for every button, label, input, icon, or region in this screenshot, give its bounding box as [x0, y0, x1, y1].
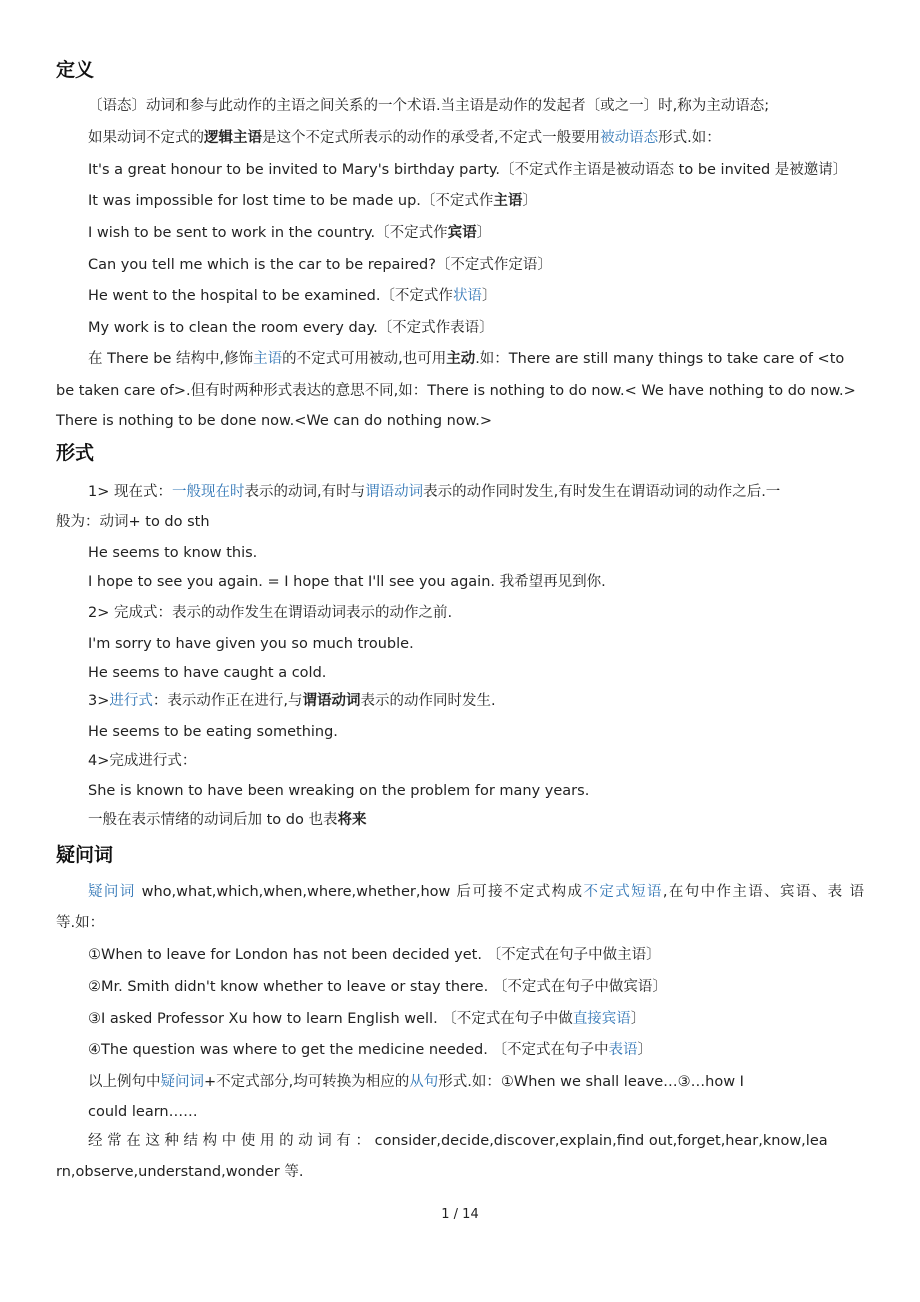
text-run: ,在句中作主语、宾语、表 语 [662, 884, 865, 900]
link-progressive[interactable]: 进行式 [109, 693, 153, 709]
form-example-2: I hope to see you again. = I hope that I'll see you again. 我希望再见到你. [88, 574, 606, 590]
text-run: 表示的动词,有时与 [244, 484, 366, 500]
link-predicate-verb[interactable]: 谓语动词 [365, 484, 424, 500]
text-run: 以上例句中 [88, 1074, 161, 1090]
text-run: 是这个不定式所表示的动作的承受者,不定式一般要用 [262, 130, 601, 146]
link-simple-present[interactable]: 一般现在时 [171, 484, 245, 500]
def-paragraph-2 [88, 128, 721, 148]
form-example-5: He seems to be eating something. [88, 724, 338, 740]
wh-paragraph-1 [88, 882, 864, 902]
link-interrogative[interactable]: 疑问词 [88, 884, 136, 900]
wh-example-4 [88, 1040, 652, 1060]
form-item-1 [88, 482, 780, 502]
text-run: It was impossible for lost time to be made up.〔不定式作 [88, 193, 494, 209]
form-example-1: He seems to know this. [88, 545, 258, 561]
text-run: who,what,which,when,where,whether,how 后可接不定式构成 [135, 884, 584, 900]
text-run: 〕 [522, 193, 537, 209]
text-run: 表示的动作同时发生. [360, 693, 496, 709]
bold-term: 主动 [446, 351, 476, 367]
form-item-3 [88, 691, 496, 711]
bold-term: 谓语动词 [302, 693, 361, 709]
text-run: 的不定式可用被动,也可用 [282, 351, 447, 367]
heading-form: 形式 [56, 442, 95, 464]
wh-example-1: ①When to leave for London has not been decided yet. 〔不定式在句子中做主语〕 [88, 947, 661, 963]
link-direct-object[interactable]: 直接宾语 [572, 1011, 631, 1027]
text-run: 〕 [481, 288, 497, 304]
link-infinitive-phrase[interactable]: 不定式短语 [583, 884, 663, 900]
link-interrogative[interactable]: 疑问词 [160, 1074, 204, 1090]
text-run: 1> 现在式： [88, 484, 172, 500]
form-note [88, 810, 366, 830]
link-passive-voice[interactable]: 被动语态 [600, 130, 659, 146]
text-run: .如：There are still many things to take care of <to [475, 351, 845, 367]
text-run: 〕 [637, 1042, 652, 1058]
def-paragraph-3-line-2: be taken care of>.但有时两种形式表达的意思不同,如：There is nothing to do now.< We have nothing to do now.> [56, 383, 856, 399]
bold-term: 将来 [337, 812, 367, 828]
text-run: 3> [88, 693, 110, 709]
form-example-3: I'm sorry to have given you so much trouble. [88, 636, 414, 652]
form-item-1-line-2: 般为：动词+ to do sth [56, 514, 210, 530]
heading-definition: 定义 [56, 59, 95, 81]
bold-term: 主语 [493, 193, 523, 209]
def-paragraph-3 [88, 349, 844, 369]
text-run: 〕 [630, 1011, 646, 1027]
text-run: 〕 [476, 225, 492, 241]
text-run: 如果动词不定式的 [88, 130, 204, 146]
link-predicative[interactable]: 表语 [608, 1042, 638, 1058]
text-run: 在 There be 结构中,修饰 [88, 351, 254, 367]
def-paragraph-3-line-3: There is nothing to be done now.<We can do nothing now.> [56, 413, 493, 429]
text-run: I wish to be sent to work in the country.〔不定式作 [88, 225, 448, 241]
link-clause[interactable]: 从句 [409, 1074, 439, 1090]
wh-paragraph-3-line-2: rn,observe,understand,wonder 等. [56, 1164, 304, 1180]
page-number: 1 / 14 [441, 1207, 479, 1222]
wh-example-3 [88, 1009, 645, 1029]
text-run: 一般在表示情绪的动词后加 to do 也表 [88, 812, 338, 828]
form-item-4: 4>完成进行式： [88, 753, 197, 769]
bold-term: 宾语 [447, 225, 477, 241]
bold-term: 逻辑主语 [204, 130, 262, 146]
wh-example-2: ②Mr. Smith didn't know whether to leave or stay there. 〔不定式在句子中做宾语〕 [88, 979, 667, 995]
def-example-2 [88, 191, 537, 211]
wh-paragraph-1-line-2: 等.如： [56, 915, 105, 931]
heading-interrogative: 疑问词 [56, 844, 114, 866]
link-adverbial[interactable]: 状语 [452, 288, 482, 304]
def-example-3 [88, 223, 491, 243]
text-run: 表示的动作同时发生,有时发生在谓语动词的动作之后.一 [423, 484, 781, 500]
def-example-5 [88, 286, 496, 306]
text-run: 形式.如： [658, 130, 721, 146]
def-example-1: It's a great honour to be invited to Mary's birthday party.〔不定式作主语是被动语态 to be invited 是被邀请〕 [88, 162, 848, 178]
text-run: He went to the hospital to be examined.〔不定式作 [88, 288, 453, 304]
def-example-4: Can you tell me which is the car to be repaired?〔不定式作定语〕 [88, 257, 552, 273]
form-example-6: She is known to have been wreaking on the problem for many years. [88, 783, 590, 799]
text-run: ：表示动作正在进行,与 [152, 693, 303, 709]
text-run: 形式.如：①When we shall leave…③…how I [438, 1074, 744, 1090]
def-example-6: My work is to clean the room every day.〔不定式作表语〕 [88, 320, 494, 336]
form-example-4: He seems to have caught a cold. [88, 665, 327, 681]
wh-paragraph-2 [88, 1072, 744, 1092]
wh-paragraph-2-line-2: could learn…… [88, 1104, 198, 1120]
text-run: ③I asked Professor Xu how to learn English well. 〔不定式在句子中做 [88, 1011, 573, 1027]
def-paragraph-1: 〔语态〕动词和参与此动作的主语之间关系的一个术语.当主语是动作的发起者〔或之一〕时,称为主动语态; [88, 98, 770, 114]
link-subject[interactable]: 主语 [253, 351, 283, 367]
text-run: +不定式部分,均可转换为相应的 [204, 1074, 410, 1090]
text-run: ④The question was where to get the medicine needed. 〔不定式在句子中 [88, 1042, 609, 1058]
form-item-2: 2> 完成式：表示的动作发生在谓语动词表示的动作之前. [88, 605, 453, 621]
wh-paragraph-3: 经 常 在 这 种 结 构 中 使 用 的 动 词 有 ： consider,decide,discover,explain,find out,forget,hear,know,lea [88, 1133, 828, 1149]
